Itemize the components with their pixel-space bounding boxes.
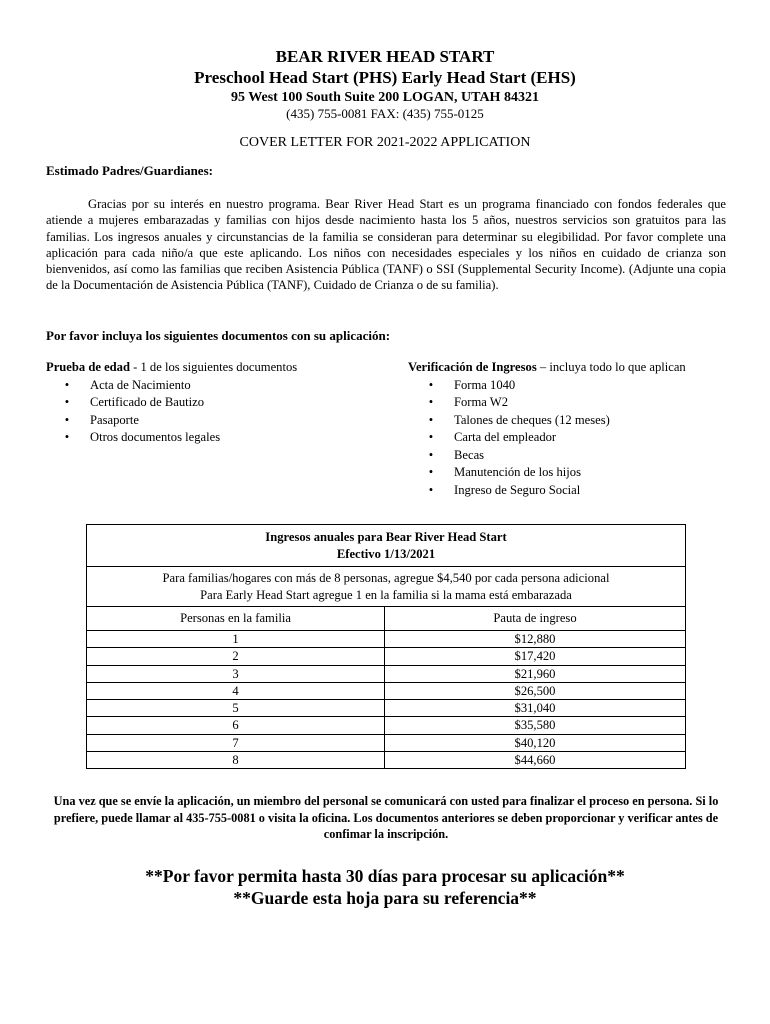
table-row xyxy=(87,752,685,768)
table-effective-date: Efectivo 1/13/2021 xyxy=(336,547,436,561)
bullet-icon: • xyxy=(428,412,434,427)
list-item xyxy=(46,412,386,430)
table-row xyxy=(87,700,685,717)
table-body xyxy=(87,631,685,768)
income-limit-cell: $17,420 xyxy=(514,649,556,664)
bullet-icon: • xyxy=(428,465,434,479)
bullet-icon: • xyxy=(428,447,434,462)
table-row xyxy=(87,735,685,752)
list-item-text: Talones de cheques (12 meses) xyxy=(454,412,610,427)
list-item-text: Manutención de los hijos xyxy=(454,465,581,479)
closing-paragraph: Una vez que se envíe la aplicación, un miembro del personal se comunicará con usted para finalizar el proceso en persona. Si lo prefiere, puede llamar al 435-755-0081 o visita la oficina. Los documentos anteriores se deben proporcionar y verificar antes de confimar la inscripción. xyxy=(53,794,719,841)
table-row xyxy=(87,648,685,665)
body-paragraph xyxy=(46,196,726,294)
list-item xyxy=(408,482,738,500)
bullet-icon: • xyxy=(64,395,70,409)
family-size-cell: 2 xyxy=(87,648,385,664)
list-item xyxy=(408,447,738,465)
table-note-1: Para familias/hogares con más de 8 personas, agregue $4,540 por cada persona adicional xyxy=(162,571,610,585)
list-item-text: Becas xyxy=(454,447,485,462)
age-proof-subtitle: - 1 de los siguientes documentos xyxy=(129,360,298,374)
table-note-2: Para Early Head Start agregue 1 en la familia si la mama está embarazada xyxy=(200,588,572,602)
family-size-cell: 5 xyxy=(87,700,385,716)
processing-time-note: **Por favor permita hasta 30 días para procesar su aplicación** xyxy=(145,866,625,886)
list-item xyxy=(408,377,738,395)
list-item xyxy=(408,464,738,482)
income-limit-cell: $44,660 xyxy=(514,753,556,768)
list-item-text: Forma W2 xyxy=(454,395,508,409)
family-size-cell: 7 xyxy=(87,735,385,751)
program-names: Preschool Head Start (PHS) Early Head Start (EHS) xyxy=(194,68,576,87)
list-item xyxy=(46,429,386,447)
bullet-icon: • xyxy=(64,412,70,427)
table-row xyxy=(87,666,685,683)
phone-fax: (435) 755-0081 FAX: (435) 755-0125 xyxy=(286,106,484,121)
address: 95 West 100 South Suite 200 LOGAN, UTAH 84321 xyxy=(231,90,539,105)
table-header-row xyxy=(87,607,685,631)
family-size-cell: 6 xyxy=(87,717,385,733)
age-proof-title: Prueba de edad xyxy=(46,360,130,374)
income-limit-cell: $21,960 xyxy=(514,666,556,681)
table-row xyxy=(87,717,685,734)
family-size-cell: 3 xyxy=(87,666,385,682)
column-header-income: Pauta de ingreso xyxy=(493,611,577,625)
list-item-text: Pasaporte xyxy=(90,412,139,427)
greeting: Estimado Padres/Guardianes: xyxy=(46,163,213,178)
bullet-icon: • xyxy=(64,430,70,444)
income-proof-subtitle: – incluya todo lo que aplican xyxy=(536,360,686,374)
list-item xyxy=(408,429,738,447)
bullet-icon: • xyxy=(64,377,70,392)
table-notes xyxy=(87,567,685,607)
bullet-icon: • xyxy=(428,482,434,497)
age-proof-section xyxy=(46,359,386,447)
family-size-cell: 4 xyxy=(87,683,385,699)
family-size-cell: 1 xyxy=(87,631,385,647)
bullet-icon: • xyxy=(428,430,434,444)
family-size-cell: 8 xyxy=(87,752,385,768)
income-limit-cell: $31,040 xyxy=(514,701,556,716)
keep-for-reference-note: **Guarde esta hoja para su referencia** xyxy=(233,888,537,908)
list-item-text: Otros documentos legales xyxy=(90,430,221,444)
list-item-text: Acta de Nacimiento xyxy=(90,377,191,392)
letter-subject: COVER LETTER FOR 2021-2022 APPLICATION xyxy=(239,135,531,150)
column-header-family-size: Personas en la familia xyxy=(87,607,385,630)
table-title: Ingresos anuales para Bear River Head Start xyxy=(265,530,507,544)
list-item xyxy=(46,377,386,395)
income-limit-cell: $26,500 xyxy=(514,683,556,698)
income-limit-cell: $12,880 xyxy=(514,632,556,646)
requirements-heading: Por favor incluya los siguientes documentos con su aplicación: xyxy=(46,328,391,343)
table-row xyxy=(87,683,685,700)
list-item-text: Forma 1040 xyxy=(454,377,516,392)
income-guidelines-table xyxy=(86,524,686,769)
list-item-text: Ingreso de Seguro Social xyxy=(454,482,581,497)
list-item-text: Certificado de Bautizo xyxy=(90,395,205,409)
list-item-text: Carta del empleador xyxy=(454,430,557,444)
org-name: BEAR RIVER HEAD START xyxy=(275,47,495,66)
income-proof-section xyxy=(408,359,738,499)
list-item xyxy=(46,394,386,412)
bullet-icon: • xyxy=(428,395,434,409)
age-proof-list xyxy=(46,377,386,447)
bullet-icon: • xyxy=(428,377,434,392)
income-limit-cell: $35,580 xyxy=(514,718,556,733)
income-proof-list xyxy=(408,377,738,500)
list-item xyxy=(408,394,738,412)
income-proof-title: Verificación de Ingresos xyxy=(408,360,537,374)
body-text: Gracias por su interés en nuestro programa. Bear River Head Start es un programa financiado con fondos federales que atiende a mujeres embarazadas y familias con hijos desde nacimiento hasta los 5 años, nuestros servicios son gratuitos para las familias. Los ingresos anuales y circunstancias de la familia se consideran para determinar su elegibilidad. Por favor complete una aplicación para cada niño/a que este aplicando. Los niños con necesidades especiales y los niños en cuidado de crianza son bienvenidos, así como las familias que reciben Asistencia Pública (TANF) o SSI (Supplemental Security Income). (Adjunte una copia de la Documentación de Asistencia Pública (TANF), Cuidado de Crianza o de su familia). xyxy=(46,197,726,293)
table-caption xyxy=(87,525,685,567)
income-limit-cell: $40,120 xyxy=(514,735,556,750)
list-item xyxy=(408,412,738,430)
table-row xyxy=(87,631,685,648)
